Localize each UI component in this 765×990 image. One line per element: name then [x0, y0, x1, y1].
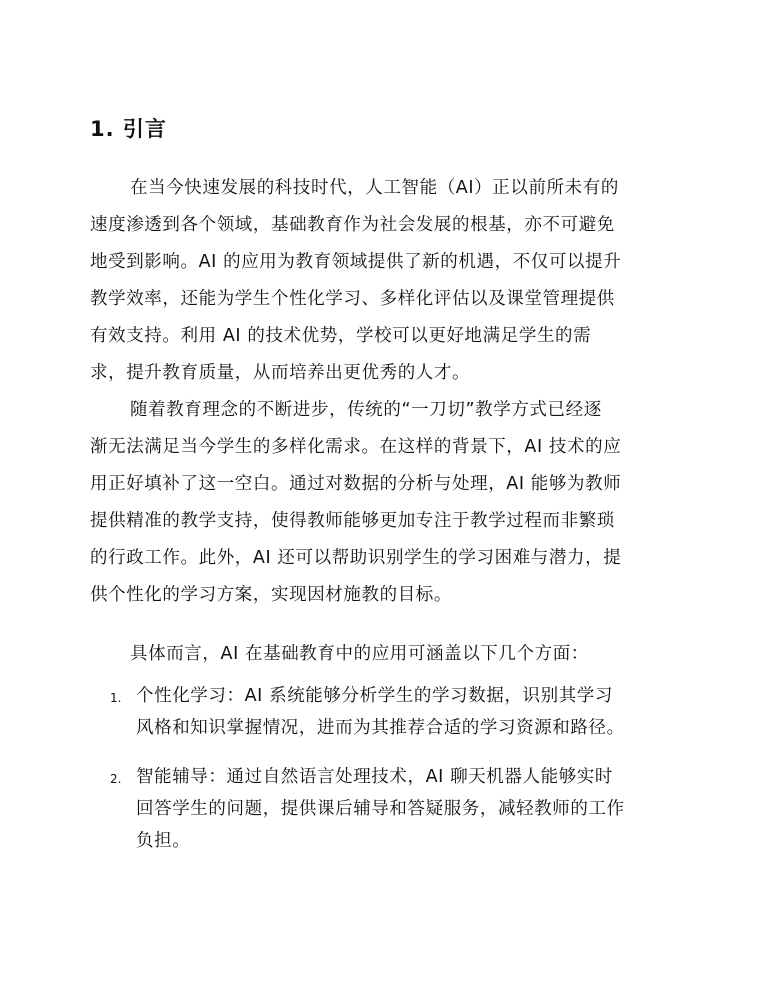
list-number: 1. [110, 691, 122, 705]
list-item-line: 回答学生的问题，提供课后辅导和答疑服务，减轻教师的工作 [136, 799, 625, 819]
paragraph-line: 教学效率，还能为学生个性化学习、多样化评估以及课堂管理提供 [90, 289, 615, 309]
list-item-line: 风格和知识掌握情况，进而为其推荐合适的学习资源和路径。 [136, 718, 625, 738]
paragraph-line: 用正好填补了这一空白。通过对数据的分析与处理，AI 能够为教师 [90, 474, 622, 494]
list-item-line: 负担。 [136, 831, 191, 851]
paragraph-line: 速度渗透到各个领域，基础教育作为社会发展的根基，亦不可避免 [90, 215, 615, 235]
list-item-line: 智能辅导：通过自然语言处理技术，AI 聊天机器人能够实时 [136, 767, 613, 787]
paragraph-line: 的行政工作。此外，AI 还可以帮助识别学生的学习困难与潜力，提 [90, 548, 622, 568]
paragraph-line: 供个性化的学习方案，实现因材施教的目标。 [90, 585, 452, 605]
list-item-line: 个性化学习：AI 系统能够分析学生的学习数据，识别其学习 [136, 686, 613, 706]
paragraph-line: 随着教育理念的不断进步，传统的“一刀切”教学方式已经逐 [130, 400, 602, 420]
paragraph-line: 求，提升教育质量，从而培养出更优秀的人才。 [90, 363, 471, 383]
list-number: 2. [110, 772, 122, 786]
paragraph-line: 提供精准的教学支持，使得教师能够更加专注于教学过程而非繁琐 [90, 511, 615, 531]
section-heading: 1. 引言 [90, 117, 167, 141]
paragraph-line: 在当今快速发展的科技时代，人工智能（AI）正以前所未有的 [130, 178, 619, 198]
paragraph-line: 渐无法满足当今学生的多样化需求。在这样的背景下，AI 技术的应 [90, 437, 622, 457]
paragraph-line: 具体而言，AI 在基础教育中的应用可涵盖以下几个方面： [130, 644, 589, 664]
paragraph-line: 地受到影响。AI 的应用为教育领域提供了新的机遇，不仅可以提升 [90, 252, 622, 272]
paragraph-line: 有效支持。利用 AI 的技术优势，学校可以更好地满足学生的需 [90, 326, 592, 346]
